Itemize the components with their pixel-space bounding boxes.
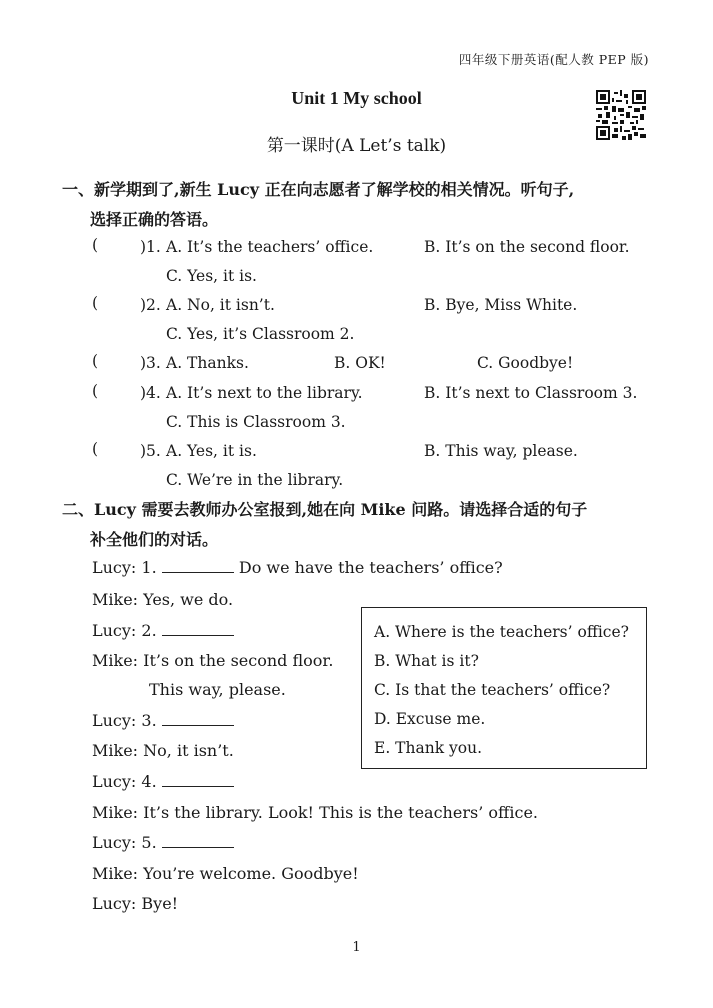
- option-e: E. Thank you.: [374, 739, 483, 757]
- answer-paren[interactable]: (: [92, 440, 99, 458]
- answer-blank[interactable]: [162, 833, 234, 848]
- dialogue-line: Lucy: 2.: [92, 621, 234, 640]
- option-c: C. We’re in the library.: [166, 471, 344, 489]
- dialogue-line: Lucy: 5.: [92, 833, 234, 852]
- options-box: [361, 607, 647, 769]
- option-a: A. Where is the teachers’ office?: [374, 623, 629, 641]
- option-b: B. What is it?: [374, 652, 479, 670]
- answer-blank[interactable]: [162, 621, 234, 636]
- option-a: A. It’s the teachers’ office.: [166, 238, 374, 256]
- option-d: D. Excuse me.: [374, 710, 486, 728]
- answer-paren[interactable]: (: [92, 382, 99, 400]
- section2-line1: 二、Lucy 需要去教师办公室报到,她在向 Mike 问路。请选择合适的句子: [62, 500, 588, 519]
- dialogue-line: Lucy: 3.: [92, 711, 234, 730]
- dialogue-line: Mike: It’s on the second floor.: [92, 651, 334, 670]
- answer-paren[interactable]: (: [92, 236, 99, 254]
- option-a: A. It’s next to the library.: [166, 384, 363, 402]
- dialogue-line: Lucy: 4.: [92, 772, 234, 791]
- question-number: )5.: [140, 442, 161, 460]
- header-note: 四年级下册英语(配人教 PEP 版): [458, 52, 649, 67]
- question-number: )1.: [140, 238, 161, 256]
- dialogue-line: Mike: It’s the library. Look! This is the teachers’ office.: [92, 803, 538, 822]
- option-c: C. Goodbye!: [477, 354, 574, 372]
- dialogue-line: This way, please.: [149, 680, 286, 699]
- answer-blank[interactable]: [162, 772, 234, 787]
- unit-title: Unit 1 My school: [291, 88, 422, 108]
- section1-line2: 选择正确的答语。: [90, 210, 219, 229]
- answer-blank[interactable]: [162, 711, 234, 726]
- option-b: B. Bye, Miss White.: [424, 296, 578, 314]
- dialogue-line: Mike: No, it isn’t.: [92, 741, 234, 760]
- dialogue-line: Mike: Yes, we do.: [92, 590, 234, 609]
- section1-line1: 一、新学期到了,新生 Lucy 正在向志愿者了解学校的相关情况。听句子,: [62, 180, 575, 199]
- dialogue-line: Lucy: Bye!: [92, 894, 179, 913]
- lesson-title: 第一课时(A Let’s talk): [266, 136, 447, 156]
- qr-code-icon[interactable]: [596, 90, 646, 140]
- dialogue-line: Lucy: 1. Do we have the teachers’ office?: [92, 558, 503, 577]
- answer-paren[interactable]: (: [92, 294, 99, 312]
- option-b: B. It’s next to Classroom 3.: [424, 384, 638, 402]
- answer-blank[interactable]: [162, 558, 234, 573]
- option-b: B. OK!: [334, 354, 386, 372]
- question-number: )2.: [140, 296, 161, 314]
- option-c: C. Is that the teachers’ office?: [374, 681, 611, 699]
- option-c: C. This is Classroom 3.: [166, 413, 346, 431]
- section2-line2: 补全他们的对话。: [90, 530, 219, 549]
- answer-paren[interactable]: (: [92, 352, 99, 370]
- option-a: A. Yes, it is.: [166, 442, 257, 460]
- option-b: B. It’s on the second floor.: [424, 238, 630, 256]
- question-number: )4.: [140, 384, 161, 402]
- question-number: )3.: [140, 354, 161, 372]
- option-a: A. No, it isn’t.: [166, 296, 275, 314]
- option-a: A. Thanks.: [166, 354, 249, 372]
- option-b: B. This way, please.: [424, 442, 578, 460]
- option-c: C. Yes, it is.: [166, 267, 257, 285]
- page-number: 1: [352, 940, 361, 955]
- dialogue-line: Mike: You’re welcome. Goodbye!: [92, 864, 359, 883]
- option-c: C. Yes, it’s Classroom 2.: [166, 325, 355, 343]
- section1-title: [62, 175, 574, 235]
- section2-title: [62, 495, 587, 555]
